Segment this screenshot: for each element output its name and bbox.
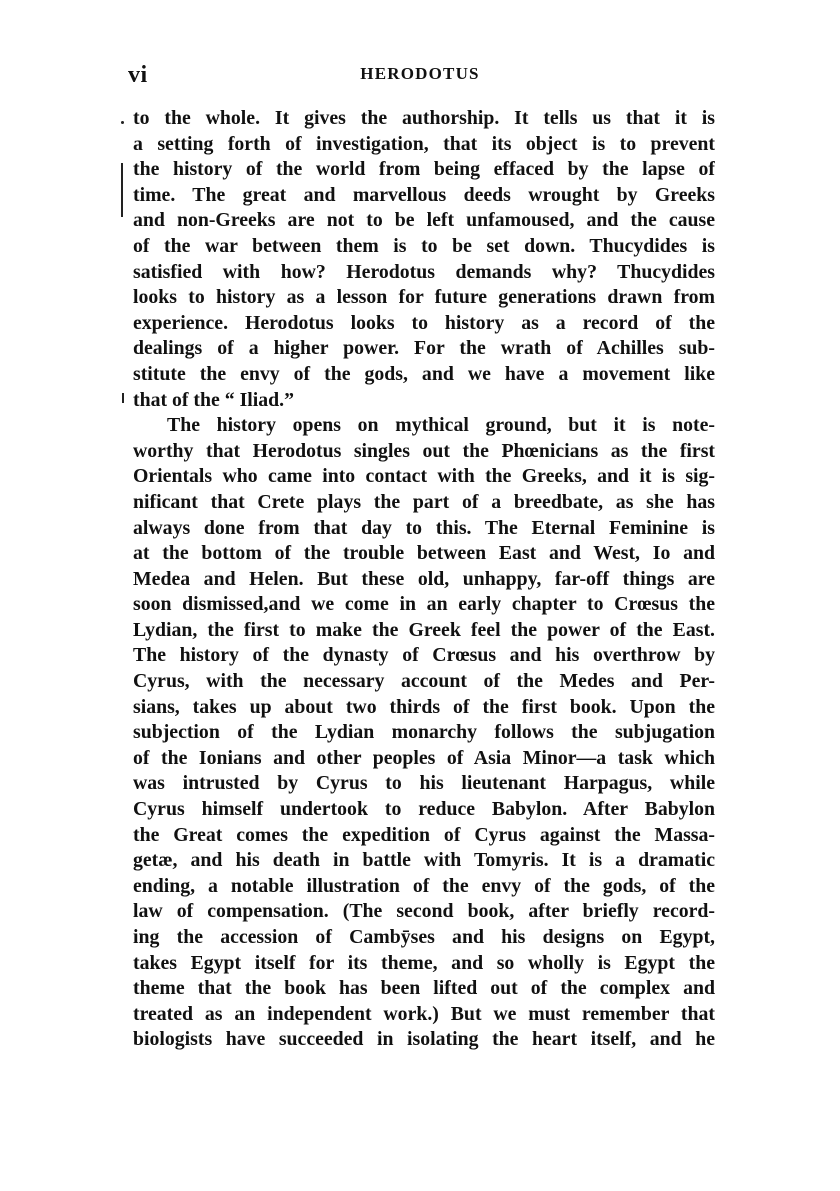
text-line: The history opens on mythical ground, but it is note- xyxy=(167,414,715,437)
margin-mark-tick xyxy=(122,393,124,403)
text-line: Medea and Helen. But these old, unhappy, far-off things are xyxy=(133,567,715,590)
text-line: sians, takes up about two thirds of the first book. Upon the xyxy=(133,695,715,718)
text-line: of the war between them is to be set down. Thucydides is xyxy=(133,234,715,257)
text-line: The history of the dynasty of Crœsus and his overthrow by xyxy=(133,644,715,667)
text-line: stitute the envy of the gods, and we have a movement like xyxy=(133,362,715,385)
text-line: Cyrus himself undertook to reduce Babylon. After Babylon xyxy=(133,798,715,821)
text-line: law of compensation. (The second book, after briefly record- xyxy=(133,900,715,923)
text-line: experience. Herodotus looks to history as a record of the xyxy=(133,311,715,334)
text-line: Lydian, the first to make the Greek feel the power of the East. xyxy=(133,618,715,641)
running-title: HERODOTUS xyxy=(360,64,480,83)
text-line: to the whole. It gives the authorship. It tells us that it is xyxy=(133,107,715,129)
page-number: vi xyxy=(128,62,148,88)
text-line: satisfied with how? Herodotus demands why? Thucydides xyxy=(133,260,715,283)
text-line: biologists have succeeded in isolating the heart itself, and he xyxy=(133,1028,715,1051)
text-line: Orientals who came into contact with the Greeks, and it is sig- xyxy=(133,465,715,488)
text-line: at the bottom of the trouble between East and West, Io and xyxy=(133,542,715,565)
text-line: subjection of the Lydian monarchy follows the subjugation xyxy=(133,721,715,744)
text-line: takes Egypt itself for its theme, and so wholly is Egypt the xyxy=(133,951,715,974)
text-line: treated as an independent work.) But we must remember that xyxy=(133,1002,715,1025)
text-line: Cyrus, with the necessary account of the Medes and Per- xyxy=(133,670,715,693)
text-line: of the Ionians and other peoples of Asia Minor—a task which xyxy=(133,746,715,769)
text-line: getæ, and his death in battle with Tomyris. It is a dramatic xyxy=(133,849,715,872)
text-line: that of the “ Iliad.” xyxy=(133,388,295,411)
text-line: the Great comes the expedition of Cyrus against the Massa- xyxy=(133,823,715,846)
text-line: ending, a notable illustration of the envy of the gods, of the xyxy=(133,874,715,897)
text-line: soon dismissed,and we come in an early chapter to Crœsus the xyxy=(133,593,715,616)
margin-mark-dot xyxy=(121,121,124,124)
text-line: a setting forth of investigation, that its object is to prevent xyxy=(133,132,715,155)
text-line: worthy that Herodotus singles out the Phœnicians as the first xyxy=(133,439,715,462)
text-line: theme that the book has been lifted out of the complex and xyxy=(133,977,715,1000)
text-line: the history of the world from being effaced by the lapse of xyxy=(133,158,715,181)
text-line: time. The great and marvellous deeds wrought by Greeks xyxy=(133,183,715,206)
text-line: and non-Greeks are not to be left unfamoused, and the cause xyxy=(133,209,715,232)
text-line: dealings of a higher power. For the wrath of Achilles sub- xyxy=(133,337,715,360)
text-line: was intrusted by Cyrus to his lieutenant Harpagus, while xyxy=(133,772,715,795)
margin-mark-bar xyxy=(121,163,123,217)
text-line: nificant that Crete plays the part of a breedbate, as she has xyxy=(133,490,715,513)
text-line: ing the accession of Cambȳses and his designs on Egypt, xyxy=(133,926,715,948)
body-text xyxy=(133,106,715,1053)
text-line: looks to history as a lesson for future generations drawn from xyxy=(133,286,715,309)
text-line: always done from that day to this. The Eternal Feminine is xyxy=(133,516,715,539)
